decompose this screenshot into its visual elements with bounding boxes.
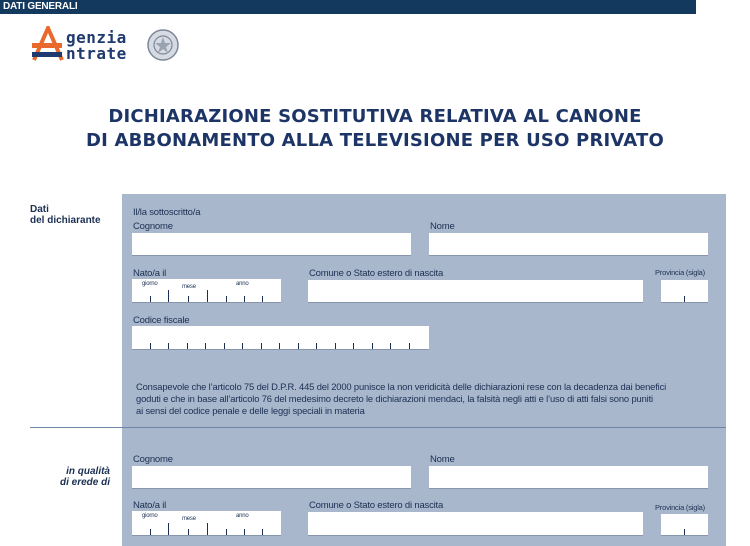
erede-label-mese: mese — [182, 516, 196, 522]
label-cognome: Cognome — [133, 221, 173, 232]
erede-label-nato: Nato/a il — [133, 500, 167, 511]
cf-tick — [298, 343, 299, 349]
side-label-erede-line-1: in qualità — [66, 466, 110, 477]
cf-tick — [316, 343, 317, 349]
erede-cognome-field[interactable] — [132, 466, 411, 489]
side-label-dichiarante-line-1: Dati — [30, 204, 49, 215]
label-nome: Nome — [430, 221, 455, 232]
cf-tick — [353, 343, 354, 349]
label-mese: mese — [182, 284, 196, 290]
cf-tick — [150, 343, 151, 349]
label-provincia: Provincia (sigla) — [655, 268, 705, 277]
label-sottoscritto: Il/la sottoscritto/a — [133, 207, 201, 218]
emblem-icon — [146, 28, 180, 62]
comune-field[interactable] — [308, 280, 643, 303]
date-tick — [244, 296, 245, 302]
date-tick — [207, 523, 208, 535]
date-tick — [244, 529, 245, 535]
date-tick — [262, 296, 263, 302]
section-header-label: DATI GENERALI — [3, 1, 78, 12]
logo-line-2: ntrate — [66, 44, 127, 63]
cf-tick — [261, 343, 262, 349]
label-comune: Comune o Stato estero di nascita — [309, 268, 444, 279]
cf-tick — [409, 343, 410, 349]
cf-tick — [279, 343, 280, 349]
erede-nome-field[interactable] — [429, 466, 708, 489]
section-header-bar — [0, 0, 696, 14]
label-anno: anno — [236, 281, 249, 287]
date-tick — [150, 529, 151, 535]
cf-tick — [205, 343, 206, 349]
date-tick — [168, 290, 169, 302]
date-tick — [262, 529, 263, 535]
erede-birth-date-field[interactable] — [132, 511, 281, 536]
date-tick — [188, 296, 189, 302]
logo-a-mark-icon — [30, 26, 70, 62]
form-title-line-1: DICHIARAZIONE SOSTITUTIVA RELATIVA AL CANONE — [108, 106, 642, 127]
cf-tick — [390, 343, 391, 349]
label-nato: Nato/a il — [133, 268, 167, 279]
provincia-tick — [684, 296, 685, 302]
erede-label-cognome: Cognome — [133, 454, 173, 465]
provincia-field[interactable] — [661, 280, 708, 303]
consapevole-line-3: ai sensi del codice penale e delle leggi speciali in materia — [136, 405, 365, 416]
erede-label-nome: Nome — [430, 454, 455, 465]
erede-label-provincia: Provincia (sigla) — [655, 503, 705, 512]
date-tick — [207, 290, 208, 302]
erede-provincia-field[interactable] — [661, 514, 708, 536]
date-tick — [188, 529, 189, 535]
cf-tick — [242, 343, 243, 349]
label-giorno: giorno — [142, 281, 158, 287]
nome-field[interactable] — [429, 233, 708, 256]
erede-label-giorno: giorno — [142, 513, 158, 519]
date-tick — [226, 296, 227, 302]
consapevole-paragraph — [136, 381, 722, 417]
side-label-dichiarante-line-2: del dichiarante — [30, 215, 101, 226]
label-codice-fiscale: Codice fiscale — [133, 315, 190, 326]
consapevole-line-1: Consapevole che l’articolo 75 del D.P.R. 445 del 2000 punisce la non veridicità delle dichiarazioni rese con la decadenza dai benefici — [136, 381, 667, 392]
erede-label-comune: Comune o Stato estero di nascita — [309, 500, 444, 511]
cognome-field[interactable] — [132, 233, 411, 256]
date-tick — [150, 296, 151, 302]
date-tick — [168, 523, 169, 535]
form-title-line-2: DI ABBONAMENTO ALLA TELEVISIONE PER USO PRIVATO — [85, 130, 665, 151]
agenzia-entrate-logo — [30, 26, 190, 66]
side-label-erede-line-2: di erede di — [60, 477, 111, 488]
birth-date-field[interactable] — [132, 279, 281, 303]
cf-tick — [335, 343, 336, 349]
side-label-erede — [60, 466, 110, 488]
erede-label-anno: anno — [236, 513, 249, 519]
logo-line-1: genzia — [66, 28, 127, 47]
codice-fiscale-field[interactable] — [132, 326, 429, 350]
cf-tick — [187, 343, 188, 349]
erede-comune-field[interactable] — [308, 512, 643, 536]
date-tick — [226, 529, 227, 535]
cf-tick — [372, 343, 373, 349]
provincia-tick — [684, 529, 685, 535]
cf-tick — [168, 343, 169, 349]
consapevole-line-2: goduti e che in base all’articolo 76 del medesimo decreto le dichiarazioni mendaci, la falsità negli atti e l’uso di atti falsi sono puniti — [136, 393, 653, 404]
side-label-dichiarante — [30, 204, 101, 226]
cf-tick — [224, 343, 225, 349]
